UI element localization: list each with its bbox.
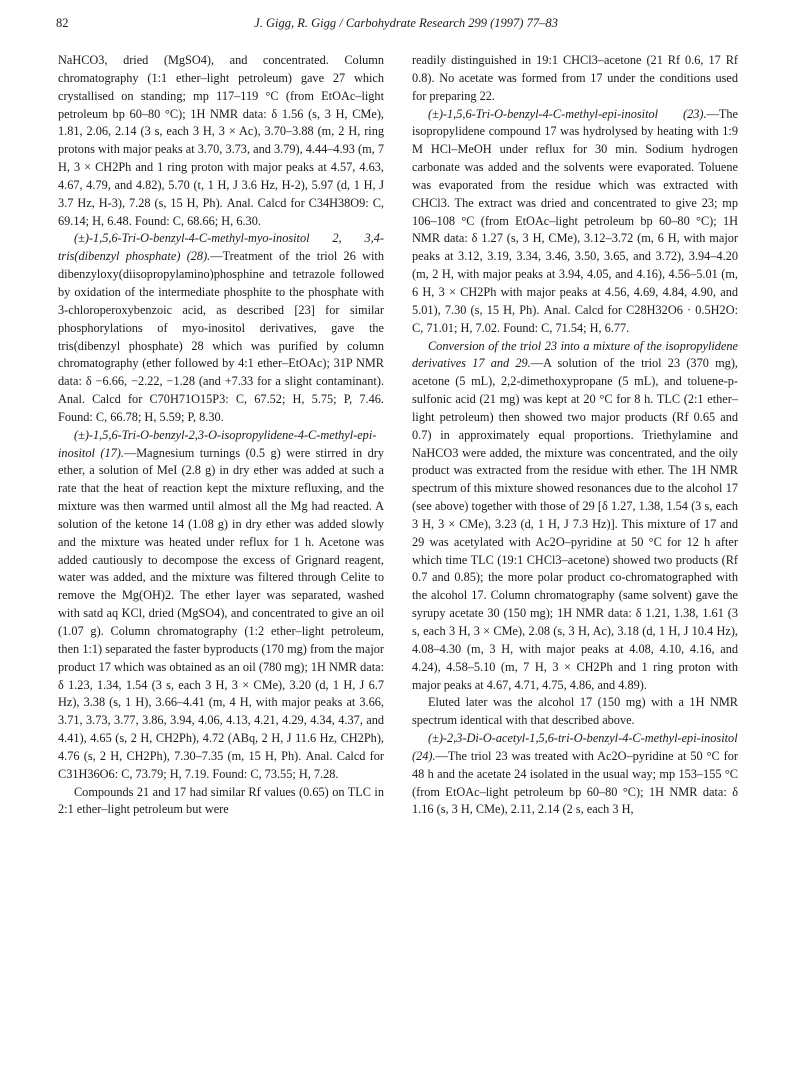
paragraph [412, 730, 738, 819]
section-heading: (±)-1,5,6-Tri-O-benzyl-4-C-methyl-myo-inositol 2, 3,4-tris(dibenzyl phosphate) (28). [58, 231, 384, 264]
paragraph-body: —The triol 23 was treated with Ac2O–pyridine at 50 °C for 48 h and the acetate 24 isolated in the usual way; mp 153–155 °C (from EtOAc–light petroleum bp 60–80 °C); 1H NMR data: δ 1.16 (s, 3 H, CMe), 2.11, 2.14 (2 s, each 3 H, [412, 748, 738, 817]
paragraph-body: —Treatment of the triol 26 with dibenzyloxy(diisopropylamino)phosphine and tetrazole followed by oxidation of the intermediate phosphite to the phosphate with 3-chloroperoxybenzoic acid, as described [23] for similar phosphorylations of myo-inositol derivatives, gave the tris(dibenzyl phosphate) 28 which was purified by column chromatography (ether followed by 4:1 ether–EtOAc); 31P NMR data: δ −6.66, −2.22, −1.28 (and +7.33 for a slight contaminant). Anal. Calcd for C70H71O15P3: C, 67.52; H, 5.75; P, 7.46. Found: C, 66.78; H, 5.59; P, 8.30. [58, 249, 384, 424]
paragraph: readily distinguished in 19:1 CHCl3–acetone (21 Rf 0.6, 17 Rf 0.8). No acetate was formed from 17 under the conditions used for preparing 22. [412, 53, 738, 103]
page-header [56, 16, 756, 34]
section-heading: (±)-2,3-Di-O-acetyl-1,5,6-tri-O-benzyl-4-C-methyl-epi-inositol (24). [412, 731, 738, 763]
paragraph [58, 230, 384, 426]
paragraph-body: —The isopropylidene compound 17 was hydrolysed by heating with 1:9 M HCl–MeOH under reflux for 30 min. Sodium hydrogen carbonate was added and the solvents were evaporated. Toluene was evaporated from the residue which was extracted with CHCl3. The extract was dried and concentrated to give 23; mp 106–108 °C (from EtOAc–light petroleum bp 60–80 °C); 1H NMR data: δ 1.27 (s, 3 H, CMe), 3.12–3.72 (m, 6 H, with major peaks at 3.12, 3.19, 3.34, 3.46, 3.50, 3.65, and 3.72), 3.94–4.20 (m, 2 H, with major peaks at 3.94, 4.05, and 4.16), 4.56–5.01 (m, 6 H, 3 × CH2Ph with major peaks at 4.56, 4.69, 4.84, 4.90, and 5.01), 7.30 (s, 15 H, Ph). Anal. Calcd for C28H32O6 · 0.5H2O: C, 71.01; H, 7.02. Found: C, 71.54; H, 6.77. [412, 106, 738, 335]
paragraph: Compounds 21 and 17 had similar Rf values (0.65) on TLC in 2:1 ether–light petroleum but were [58, 784, 384, 817]
section-heading: (±)-1,5,6-Tri-O-benzyl-2,3-O-isopropylidene-4-C-methyl-epi-inositol (17). [58, 427, 377, 460]
section-heading: (±)-1,5,6-Tri-O-benzyl-4-C-methyl-epi-inositol (23). [427, 106, 707, 121]
paragraph-body: —A solution of the triol 23 (370 mg), acetone (5 mL), 2,2-dimethoxypropane (5 mL), and toluene-p-sulfonic acid (21 mg) was kept at 20 °C for 8 h. TLC (2:1 ether–light petroleum) then showed two major products (Rf 0.65 and 0.7) in approximately equal proportions. Triethylamine and NaHCO3 were added, the mixture was concentrated, and the oily product was extracted from the residue with ether. The 1H NMR spectrum of this mixture showed resonances due to the alcohol 17 (see above) together with those of 29 [δ 1.27, 1.38, 1.54 (3 s, each 3 H, 3 × CMe), 3.23 (d, 1 H, J 7.3 Hz)]. This mixture of 17 and 29 was acetylated with Ac2O–pyridine at 50 °C for 12 h after which time TLC (19:1 CHCl3–acetone) showed two products (Rf 0.7 and 0.85); the more polar product co-chromatographed with the alcohol 17. Column chromatography (same solvent) gave the syrupy acetate 30 (150 mg); 1H NMR data: δ 1.21, 1.38, 1.61 (3 s, each 3 H, 3 × CMe), 2.08 (s, 3 H, Ac), 3.18 (d, 1 H, J 10.4 Hz), 4.08–4.30 (m, 3 H, with major peaks at 4.08, 4.10, 4.16, and 4.24), 4.58–5.10 (m, 7 H, 3 × CH2Ph and 1 ring proton with major peaks at 4.67, 4.71, 4.75, 4.86, and 4.89). [412, 356, 738, 692]
paragraph: NaHCO3, dried (MgSO4), and concentrated. Column chromatography (1:1 ether–light petroleum) gave 27 which crystallised on standing; mp 117–119 °C (from EtOAc–light petroleum bp 60–80 °C); 1H NMR data: δ 1.56 (s, 3 H, CMe), 1.81, 2.06, 2.14 (3 s, each 3 H, 3 × Ac), 3.70–3.88 (m, 2 H, ring protons with major peaks at 3.70, 3.73, and 3.79), 4.44–4.93 (m, 7 H, 3 × CH2Ph and 1 ring proton with major peaks at 4.57, 4.63, 4.67, 4.79, and 4.82), 5.70 (t, 1 H, J 3.6 Hz, H-2), 5.97 (d, 1 H, J 3.7 Hz, H-3), 7.28 (s, 15 H, Ph). Anal. Calcd for C34H38O9: C, 69.14; H, 6.48. Found: C, 68.66; H, 6.30. [58, 53, 384, 228]
paragraph [412, 106, 738, 338]
paragraph-body: —Magnesium turnings (0.5 g) were stirred in dry ether, a solution of MeI (2.8 g) in dry ether was added at such a rate that the heat of reaction kept the mixture refluxing, and the mixture was then warmed until almost all the Mg had reacted. A solution of the ketone 14 (1.08 g) in dry ether was added slowly and the mixture was heated under reflux for 1 h. Acetone was added cautiously to decompose the excess of Grignard reagent, water was added, and the mixture was filtered through Celite to remove the Mg(OH)2. The ether layer was separated, washed with satd aq KCl, dried (MgSO4), and concentrated to give an oil (1.07 g). Column chromatography (1:2 ether–light petroleum, then 1:1) separated the faster byproducts (170 mg) from the major product 17 which was obtained as an oil (780 mg); 1H NMR data: δ 1.23, 1.34, 1.54 (3 s, each 3 H, 3 × CMe), 3.20 (d, 1 H, J 6.7 Hz), 3.38 (s, 1 H), 3.66–4.41 (m, 4 H, with major peaks at 3.66, 3.71, 3.73, 3.77, 3.86, 3.94, 4.06, 4.13, 4.21, 4.29, 4.34, 4.37, and 4.41), 4.65 (s, 2 H, CH2Ph), 4.72 (ABq, 2 H, J 11.6 Hz, CH2Ph), 4.76 (s, 2 H, CH2Ph), 7.30–7.35 (m, 15 H, Ph). Anal. Calcd for C31H36O6: C, 73.79; H, 7.19. Found: C, 73.55; H, 7.28. [58, 445, 384, 781]
left-column [58, 52, 384, 819]
right-column [412, 52, 738, 819]
paragraph [58, 427, 384, 784]
running-head: J. Gigg, R. Gigg / Carbohydrate Research 299 (1997) 77–83 [254, 16, 558, 30]
page-number: 82 [56, 16, 69, 30]
paragraph [412, 338, 738, 695]
paragraph: Eluted later was the alcohol 17 (150 mg) with a 1H NMR spectrum identical with that described above. [412, 695, 738, 728]
section-heading: Conversion of the triol 23 into a mixture of the isopropylidene derivatives 17 and 29. [412, 338, 738, 371]
